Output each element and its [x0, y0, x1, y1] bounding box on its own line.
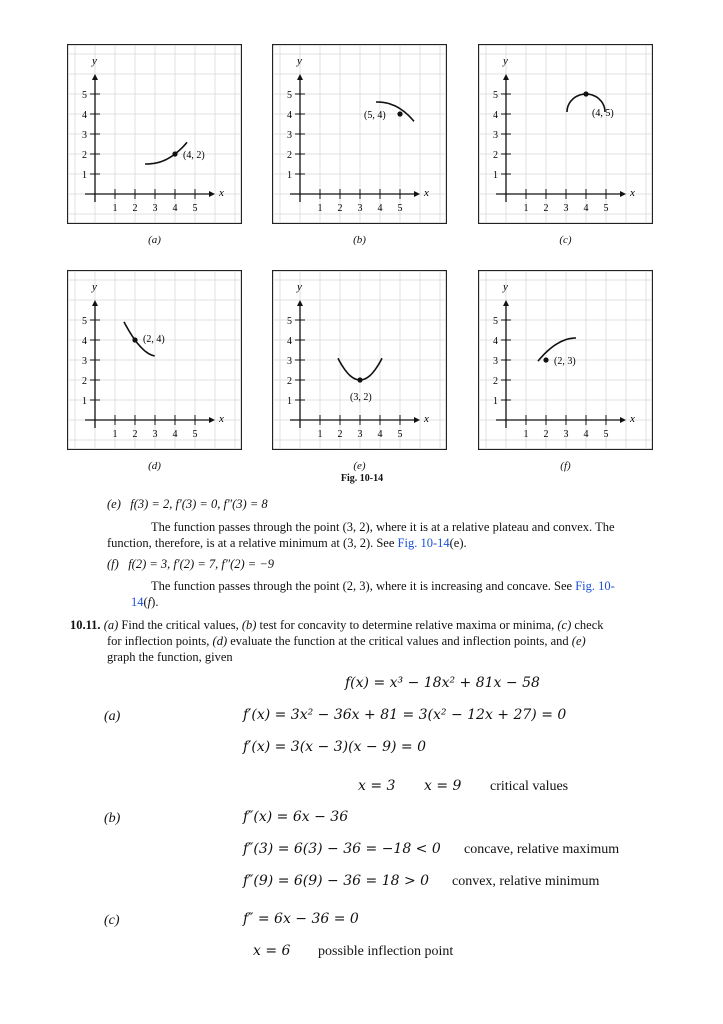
problem-number: 10.11.: [70, 618, 101, 632]
x-tick-label: 5: [397, 203, 403, 214]
graph-svg: [478, 44, 653, 224]
y-tick-label: 4: [82, 336, 87, 347]
x-tick-label: 5: [192, 429, 198, 440]
x-tick-label: 5: [603, 203, 609, 214]
x-axis-label: x: [424, 413, 429, 425]
y-axis-label: y: [92, 55, 97, 67]
concave-note: concave, relative maximum: [464, 842, 620, 857]
graph-svg: [272, 270, 447, 450]
panel-letter: (e): [353, 460, 366, 472]
x-axis-label: x: [219, 413, 224, 425]
y-tick-label: 2: [493, 150, 498, 161]
part-f-condition-line: [107, 556, 274, 572]
panel-letter: (d): [148, 460, 161, 472]
x-tick-label: 4: [172, 429, 178, 440]
part-e-condition-line: [107, 496, 268, 512]
second-derivative-at-3: f″(3) = 6(3) − 36 = −18 < 0: [243, 841, 441, 857]
part-e-label: (e): [107, 497, 121, 511]
figure-caption: Fig. 10-14: [340, 473, 384, 484]
y-tick-label: 5: [493, 90, 498, 101]
first-derivative: f′(x) = 3x² − 36x + 81 = 3(x² − 12x + 27) = 0: [243, 707, 567, 723]
y-tick-label: 3: [493, 130, 498, 141]
x-tick-label: 2: [132, 429, 138, 440]
inflection-equation: f″ = 6x − 36 = 0: [243, 911, 359, 927]
part-b-label: (b): [104, 811, 121, 826]
inflection-note: possible inflection point: [318, 944, 454, 959]
part-f-text-line1: The function passes through the point (2, 3), where it is increasing and concave. See Fig. 10-: [151, 579, 615, 593]
y-tick-label: 1: [82, 170, 87, 181]
y-tick-label: 3: [287, 356, 292, 367]
y-tick-label: 2: [287, 376, 292, 387]
inflection-x-value: x = 6: [253, 943, 291, 959]
y-tick-label: 5: [287, 316, 292, 327]
y-tick-label: 2: [287, 150, 292, 161]
problem-statement-line1: 10.11. (a) Find the critical values, (b) test for concavity to determine relative maxima or minima, (c) check: [70, 618, 604, 632]
point-label: (4, 2): [183, 150, 205, 161]
part-e-text-line1: The function passes through the point (3, 2), where it is at a relative plateau and convex. The: [151, 520, 615, 534]
marked-point: [172, 151, 177, 156]
x-tick-label: 2: [543, 203, 549, 214]
critical-values-note: critical values: [490, 779, 569, 794]
x-tick-label: 1: [112, 429, 118, 440]
x-axis-label: x: [630, 187, 635, 199]
graph-panel: [67, 44, 242, 224]
y-tick-label: 3: [493, 356, 498, 367]
y-tick-label: 4: [82, 110, 87, 121]
x-tick-label: 3: [563, 429, 569, 440]
y-axis-label: y: [503, 55, 508, 67]
marked-point: [397, 111, 402, 116]
y-tick-label: 3: [82, 130, 87, 141]
panel-letter: (b): [353, 234, 366, 246]
point-label: (2, 4): [143, 334, 165, 345]
y-tick-label: 4: [493, 110, 498, 121]
x-tick-label: 2: [132, 203, 138, 214]
problem-statement-line2: for inflection points, (d) evaluate the function at the critical values and inflection points, and (e): [107, 634, 586, 648]
second-derivative: f″(x) = 6x − 36: [243, 809, 349, 825]
x-tick-label: 1: [523, 203, 529, 214]
panel-letter: (a): [148, 234, 161, 246]
panel-letter: (f): [560, 460, 571, 472]
x-tick-label: 3: [563, 203, 569, 214]
part-f-figure-link-cont[interactable]: 14: [131, 595, 144, 609]
first-derivative-factored: f′(x) = 3(x − 3)(x − 9) = 0: [243, 739, 426, 755]
point-label: (5, 4): [364, 110, 386, 121]
y-tick-label: 1: [82, 396, 87, 407]
x-tick-label: 5: [397, 429, 403, 440]
problem-statement-line3: graph the function, given: [107, 650, 233, 664]
convex-note: convex, relative minimum: [452, 874, 600, 889]
y-tick-label: 3: [287, 130, 292, 141]
y-tick-label: 2: [82, 376, 87, 387]
marked-point: [357, 377, 362, 382]
part-a-label: (a): [104, 709, 121, 724]
marked-point: [543, 357, 548, 362]
y-axis-label: y: [503, 281, 508, 293]
second-derivative-at-9: f″(9) = 6(9) − 36 = 18 > 0: [243, 873, 430, 889]
x-axis-label: x: [219, 187, 224, 199]
x-tick-label: 3: [152, 429, 158, 440]
x-tick-label: 4: [377, 429, 383, 440]
graph-panel: [272, 270, 447, 450]
x-tick-label: 2: [337, 203, 343, 214]
graph-svg: [272, 44, 447, 224]
x-tick-label: 2: [543, 429, 549, 440]
part-f-label: (f): [107, 557, 119, 571]
x-axis-label: x: [424, 187, 429, 199]
x-tick-label: 2: [337, 429, 343, 440]
part-c-label: (c): [104, 913, 120, 928]
point-label: (3, 2): [350, 392, 372, 403]
graph-panel: [67, 270, 242, 450]
point-label: (4, 5): [592, 108, 614, 119]
y-tick-label: 2: [493, 376, 498, 387]
y-axis-label: y: [297, 281, 302, 293]
y-axis-label: y: [297, 55, 302, 67]
y-tick-label: 5: [287, 90, 292, 101]
x-tick-label: 1: [112, 203, 118, 214]
x-tick-label: 3: [357, 203, 363, 214]
marked-point: [132, 337, 137, 342]
panel-letter: (c): [559, 234, 572, 246]
main-function: f(x) = x³ − 18x² + 81x − 58: [345, 675, 540, 691]
part-f-condition: f(2) = 3, f′(2) = 7, f″(2) = −9: [128, 557, 275, 571]
x-axis-label: x: [630, 413, 635, 425]
x-tick-label: 4: [172, 203, 178, 214]
y-tick-label: 1: [493, 170, 498, 181]
y-tick-label: 5: [82, 90, 87, 101]
critical-value-2: x = 9: [424, 778, 462, 794]
y-tick-label: 5: [493, 316, 498, 327]
graph-panel: [272, 44, 447, 224]
x-tick-label: 4: [583, 203, 589, 214]
y-tick-label: 1: [287, 396, 292, 407]
y-tick-label: 4: [287, 110, 292, 121]
y-tick-label: 5: [82, 316, 87, 327]
x-tick-label: 3: [152, 203, 158, 214]
part-e-figure-link[interactable]: Fig. 10-14: [397, 536, 450, 550]
y-tick-label: 1: [287, 170, 292, 181]
graph-panel: [478, 44, 653, 224]
part-e-text-line2: function, therefore, is at a relative minimum at (3, 2). See Fig. 10-14(e).: [107, 536, 467, 550]
y-axis-label: y: [92, 281, 97, 293]
x-tick-label: 1: [523, 429, 529, 440]
marked-point: [583, 91, 588, 96]
x-tick-label: 1: [317, 429, 323, 440]
graph-svg: [67, 270, 242, 450]
graph-svg: [67, 44, 242, 224]
x-tick-label: 5: [603, 429, 609, 440]
y-tick-label: 1: [493, 396, 498, 407]
x-tick-label: 5: [192, 203, 198, 214]
part-e-condition: f(3) = 2, f′(3) = 0, f″(3) = 8: [130, 497, 268, 511]
y-tick-label: 4: [493, 336, 498, 347]
y-tick-label: 4: [287, 336, 292, 347]
graph-panel: [478, 270, 653, 450]
graph-svg: [478, 270, 653, 450]
part-f-figure-link[interactable]: Fig. 10-: [575, 579, 615, 593]
y-tick-label: 2: [82, 150, 87, 161]
point-label: (2, 3): [554, 356, 576, 367]
y-tick-label: 3: [82, 356, 87, 367]
part-f-text-line2: 14(f).: [131, 595, 159, 609]
x-tick-label: 4: [583, 429, 589, 440]
critical-value-1: x = 3: [358, 778, 396, 794]
x-tick-label: 3: [357, 429, 363, 440]
x-tick-label: 1: [317, 203, 323, 214]
x-tick-label: 4: [377, 203, 383, 214]
